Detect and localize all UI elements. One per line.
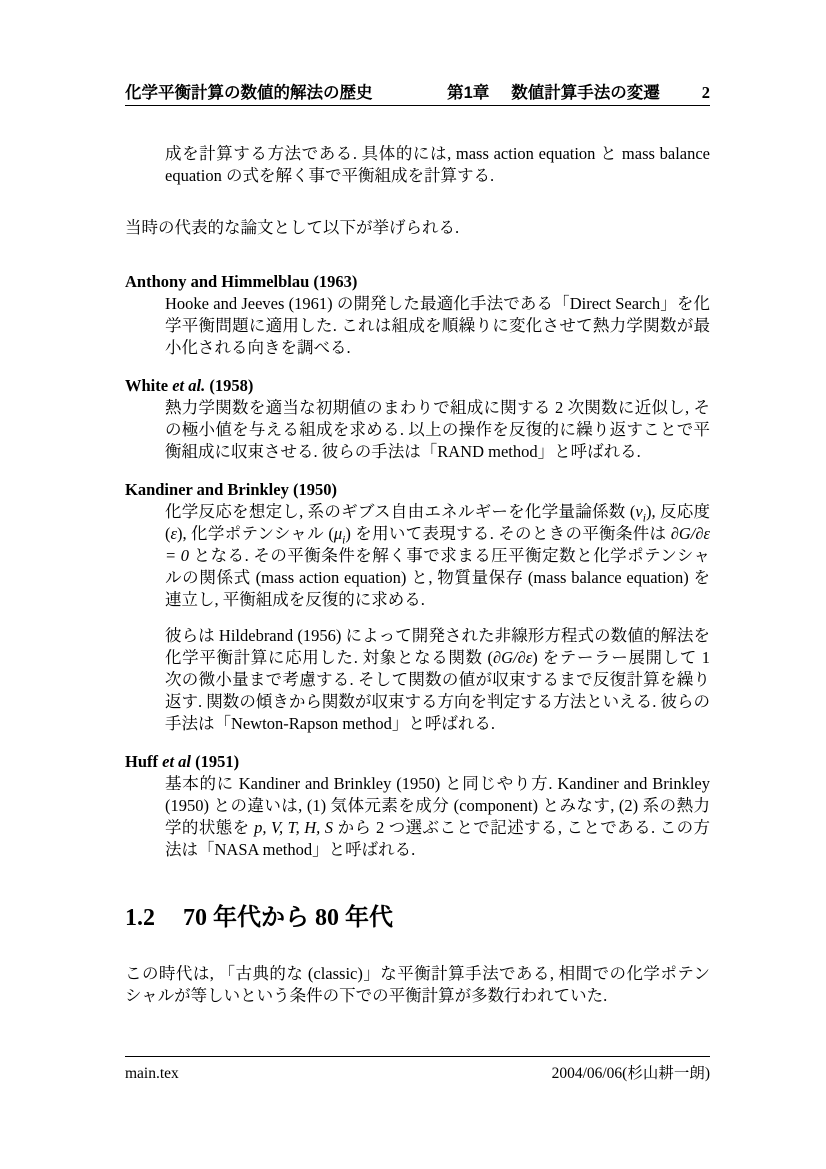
section-title: 70 年代から 80 年代 [183, 905, 393, 931]
text-run: ∂G/∂ε = 0 [165, 524, 711, 565]
chapter-title: 数値計算手法の変遷 [511, 84, 660, 102]
text-run: i [342, 534, 346, 547]
text-run: 熱力学関数を適当な初期値のまわりで組成に関する 2 次関数に近似し, その極小値を与える組成を求める. 以上の操作を反復的に繰り返すことで平衡組成に収束させる. 彼らの手法は「RAND method」と呼ばれる. [165, 398, 710, 461]
text-run: 基本的に Kandiner and Brinkley (1950) と同じやり方. Kandiner and Brinkley (1950) との違いは, (1) 気体元素を成分 (component) とみなす, (2) 系の熱力学的状態を [165, 774, 710, 837]
footer-date-author: 2004/06/06(杉山耕一朗) [551, 1065, 710, 1082]
text-run: 彼らは Hildebrand (1956) によって開発された非線形方程式の数値的解法を化学平衡計算に応用した. 対象となる関数 ( [165, 626, 710, 667]
reference-entry [125, 751, 710, 861]
body-paragraph [125, 217, 710, 239]
text-run: Anthony and Himmelblau (1963) [125, 272, 358, 291]
page-footer [125, 1056, 710, 1085]
text-run: Kandiner and Brinkley (1950) [125, 480, 337, 499]
text-run: (1951) [195, 752, 240, 771]
text-run: et al. [168, 376, 210, 395]
entry-heading [125, 271, 710, 293]
reference-entry [125, 271, 710, 359]
text-run: (1958) [209, 376, 254, 395]
body-paragraph [125, 963, 710, 1007]
entry-paragraph [165, 501, 710, 611]
page-number: 2 [701, 83, 710, 102]
text-run: ) をテーラー展開して 1 次の微小量まで考慮する. そして関数の値が収束するまで反復計算を繰り返す. 関数の傾きから関数が収束する方向を判定する方法といえる. 彼らの手法は「Newton-Rapson method」と呼ばれる. [165, 648, 710, 733]
reference-entry [125, 375, 710, 463]
text-run: ε [170, 524, 178, 543]
entry-heading [125, 751, 710, 773]
text-run: この時代は, 「古典的な (classic)」な平衡計算手法である, 相間での化学ポテンシャルが等しいという条件の下での平衡計算が多数行われていた. [125, 964, 710, 1005]
running-head-title: 化学平衡計算の数値的解法の歴史 [125, 84, 373, 102]
section-heading [125, 901, 710, 935]
running-head-chapter-group [447, 82, 710, 104]
text-run: i [642, 512, 646, 525]
text-run: μ [333, 524, 343, 543]
text-run: から 2 つ選ぶことで記述する, ことである. この方法は「NASA method」と呼ばれる. [165, 818, 711, 859]
text-run: 当時の代表的な論文として以下が挙げられる. [125, 218, 460, 237]
text-run: ), 反応度 ( [165, 502, 710, 543]
text-run: となる. その平衡条件を解く事で求まる圧平衡定数と化学ポテンシャルの関係式 (mass action equation) と, 物質量保存 (mass balance equation) を連立し, 平衡組成を反復的に求める. [165, 546, 710, 609]
text-run: ν [635, 502, 643, 521]
text-run: Huff [125, 752, 158, 771]
running-header [125, 82, 710, 104]
text-run: p, V, T, H, S [254, 818, 334, 837]
entry-paragraph [165, 293, 710, 359]
text-run: 化学反応を想定し, 系のギブス自由エネルギーを化学量論係数 ( [165, 502, 636, 521]
chapter-label: 第1章 [447, 84, 490, 102]
text-run: Hooke and Jeeves (1961) の開発した最適化手法である「Direct Search」を化学平衡問題に適用した. これは組成を順繰りに変化させて熱力学関数が最小化される向きを調べる. [165, 294, 710, 357]
text-run: ∂G/∂ε [492, 648, 533, 667]
text-run: White [125, 376, 169, 395]
entry-heading [125, 479, 710, 501]
text-run: ) を用いて表現する. そのときの平衡条件は [345, 524, 671, 543]
text-run: et al [158, 752, 196, 771]
reference-entry [125, 479, 710, 735]
footer-filename: main.tex [125, 1065, 179, 1082]
entry-heading [125, 375, 710, 397]
section-number: 1.2 [125, 905, 155, 931]
entry-paragraph [165, 625, 710, 735]
entry-paragraph [165, 773, 710, 861]
text-run: ), 化学ポテンシャル ( [177, 524, 334, 543]
entry-paragraph [165, 397, 710, 463]
body-paragraph [165, 143, 710, 187]
text-run: 成を計算する方法である. 具体的には, mass action equation と mass balance equation の式を解く事で平衡組成を計算する. [165, 144, 710, 185]
document-body [125, 106, 710, 1007]
